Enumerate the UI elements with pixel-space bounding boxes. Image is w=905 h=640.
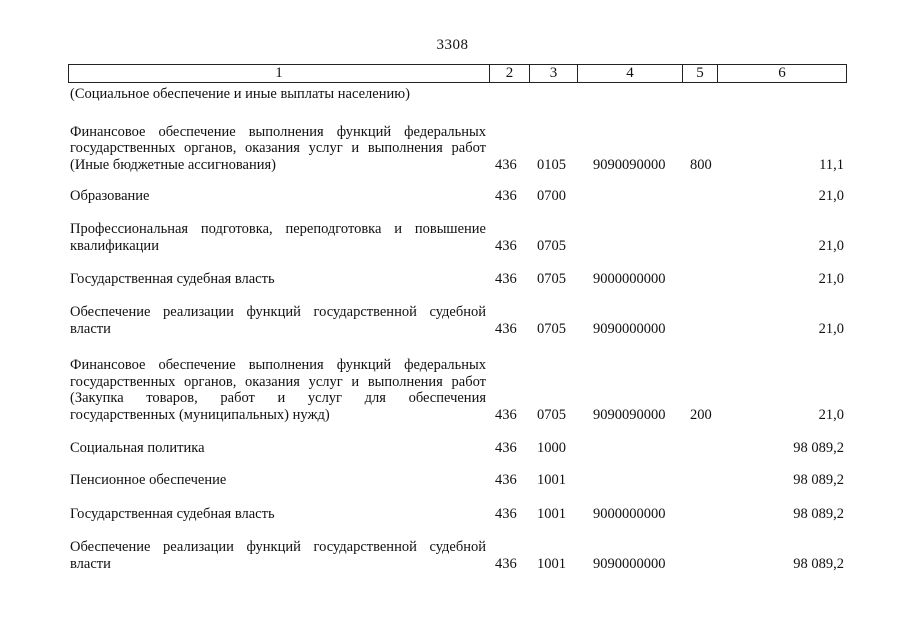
table-row bbox=[0, 539, 905, 572]
row-name-line: (Иные бюджетные ассигнования) bbox=[70, 156, 277, 173]
row-name-line: власти bbox=[70, 320, 111, 337]
table-row bbox=[0, 357, 905, 423]
row-name-line: Социальная политика bbox=[70, 439, 205, 456]
column-header-4: 4 bbox=[578, 65, 683, 82]
row-name-line: Обеспечение реализации функций государственной судебной bbox=[70, 304, 486, 320]
row-name-line: Государственная судебная власть bbox=[70, 505, 275, 522]
row-ministry-code: 436 bbox=[495, 406, 517, 423]
row-name-line: (Закупка товаров, работ и услуг для обеспечения bbox=[70, 390, 486, 406]
row-target-code: 9000000000 bbox=[593, 270, 666, 287]
column-header-1: 1 bbox=[69, 65, 490, 82]
row-name bbox=[70, 124, 486, 174]
row-target-code: 9090090000 bbox=[593, 406, 666, 423]
row-name bbox=[70, 506, 486, 523]
row-name bbox=[70, 271, 486, 288]
row-amount: 98 089,2 bbox=[793, 505, 844, 522]
row-name-line: Обеспечение реализации функций государственной судебной bbox=[70, 539, 486, 555]
row-amount: 98 089,2 bbox=[793, 471, 844, 488]
table-row bbox=[0, 124, 905, 174]
row-name-line: Финансовое обеспечение выполнения функций федеральных bbox=[70, 357, 486, 373]
row-ministry-code: 436 bbox=[495, 270, 517, 287]
row-name-line: власти bbox=[70, 555, 111, 572]
table-row bbox=[0, 472, 905, 489]
row-name bbox=[70, 221, 486, 254]
row-amount: 21,0 bbox=[818, 406, 844, 423]
row-name-line: Профессиональная подготовка, переподготовка и повышение bbox=[70, 221, 486, 237]
row-amount: 21,0 bbox=[818, 187, 844, 204]
row-name-line: Пенсионное обеспечение bbox=[70, 471, 227, 488]
row-section-code: 1000 bbox=[537, 439, 566, 456]
table-row bbox=[0, 188, 905, 205]
row-section-code: 1001 bbox=[537, 505, 566, 522]
row-section-code: 0700 bbox=[537, 187, 566, 204]
row-name bbox=[70, 440, 486, 457]
row-amount: 11,1 bbox=[819, 156, 844, 173]
column-header-2: 2 bbox=[490, 65, 530, 82]
row-amount: 98 089,2 bbox=[793, 555, 844, 572]
row-ministry-code: 436 bbox=[495, 555, 517, 572]
column-header-6: 6 bbox=[778, 65, 786, 81]
row-ministry-code: 436 bbox=[495, 439, 517, 456]
row-name bbox=[70, 304, 486, 337]
table-row bbox=[0, 506, 905, 523]
column-header-3: 3 bbox=[530, 65, 578, 82]
row-name bbox=[70, 357, 486, 423]
row-amount: 21,0 bbox=[818, 237, 844, 254]
row-amount: 98 089,2 bbox=[793, 439, 844, 456]
row-ministry-code: 436 bbox=[495, 156, 517, 173]
row-ministry-code: 436 bbox=[495, 505, 517, 522]
row-expense-type: 800 bbox=[690, 156, 712, 173]
row-name-line: Финансовое обеспечение выполнения функций федеральных bbox=[70, 123, 486, 140]
row-ministry-code: 436 bbox=[495, 187, 517, 204]
table-row bbox=[0, 304, 905, 337]
row-name-line: государственных органов, оказания услуг и выполнения работ bbox=[70, 373, 486, 390]
row-ministry-code: 436 bbox=[495, 237, 517, 254]
row-target-code: 9090000000 bbox=[593, 555, 666, 572]
row-section-code: 0705 bbox=[537, 270, 566, 287]
table-row bbox=[0, 271, 905, 288]
row-ministry-code: 436 bbox=[495, 471, 517, 488]
row-target-code: 9000000000 bbox=[593, 505, 666, 522]
row-name-line: государственных органов, оказания услуг и выполнения работ bbox=[70, 140, 486, 156]
row-name bbox=[70, 539, 486, 572]
row-name-line: Образование bbox=[70, 187, 150, 204]
row-name-line: квалификации bbox=[70, 237, 159, 254]
row-amount: 21,0 bbox=[818, 270, 844, 287]
continuation-text: (Социальное обеспечение и иные выплаты населению) bbox=[70, 86, 410, 102]
column-header-5: 5 bbox=[683, 65, 718, 82]
row-target-code: 9090090000 bbox=[593, 156, 666, 173]
row-name bbox=[70, 188, 486, 205]
row-amount: 21,0 bbox=[818, 320, 844, 337]
row-expense-type: 200 bbox=[690, 406, 712, 423]
table-row bbox=[0, 440, 905, 457]
row-name-line: Государственная судебная власть bbox=[70, 270, 275, 287]
row-target-code: 9090000000 bbox=[593, 320, 666, 337]
row-name-line: государственных (муниципальных) нужд) bbox=[70, 406, 330, 423]
row-section-code: 1001 bbox=[537, 471, 566, 488]
page-number: 3308 bbox=[436, 37, 469, 53]
row-name bbox=[70, 472, 486, 489]
row-section-code: 0705 bbox=[537, 237, 566, 254]
row-section-code: 0705 bbox=[537, 320, 566, 337]
row-ministry-code: 436 bbox=[495, 320, 517, 337]
table-row bbox=[0, 221, 905, 254]
row-section-code: 1001 bbox=[537, 555, 566, 572]
row-section-code: 0105 bbox=[537, 156, 566, 173]
row-section-code: 0705 bbox=[537, 406, 566, 423]
